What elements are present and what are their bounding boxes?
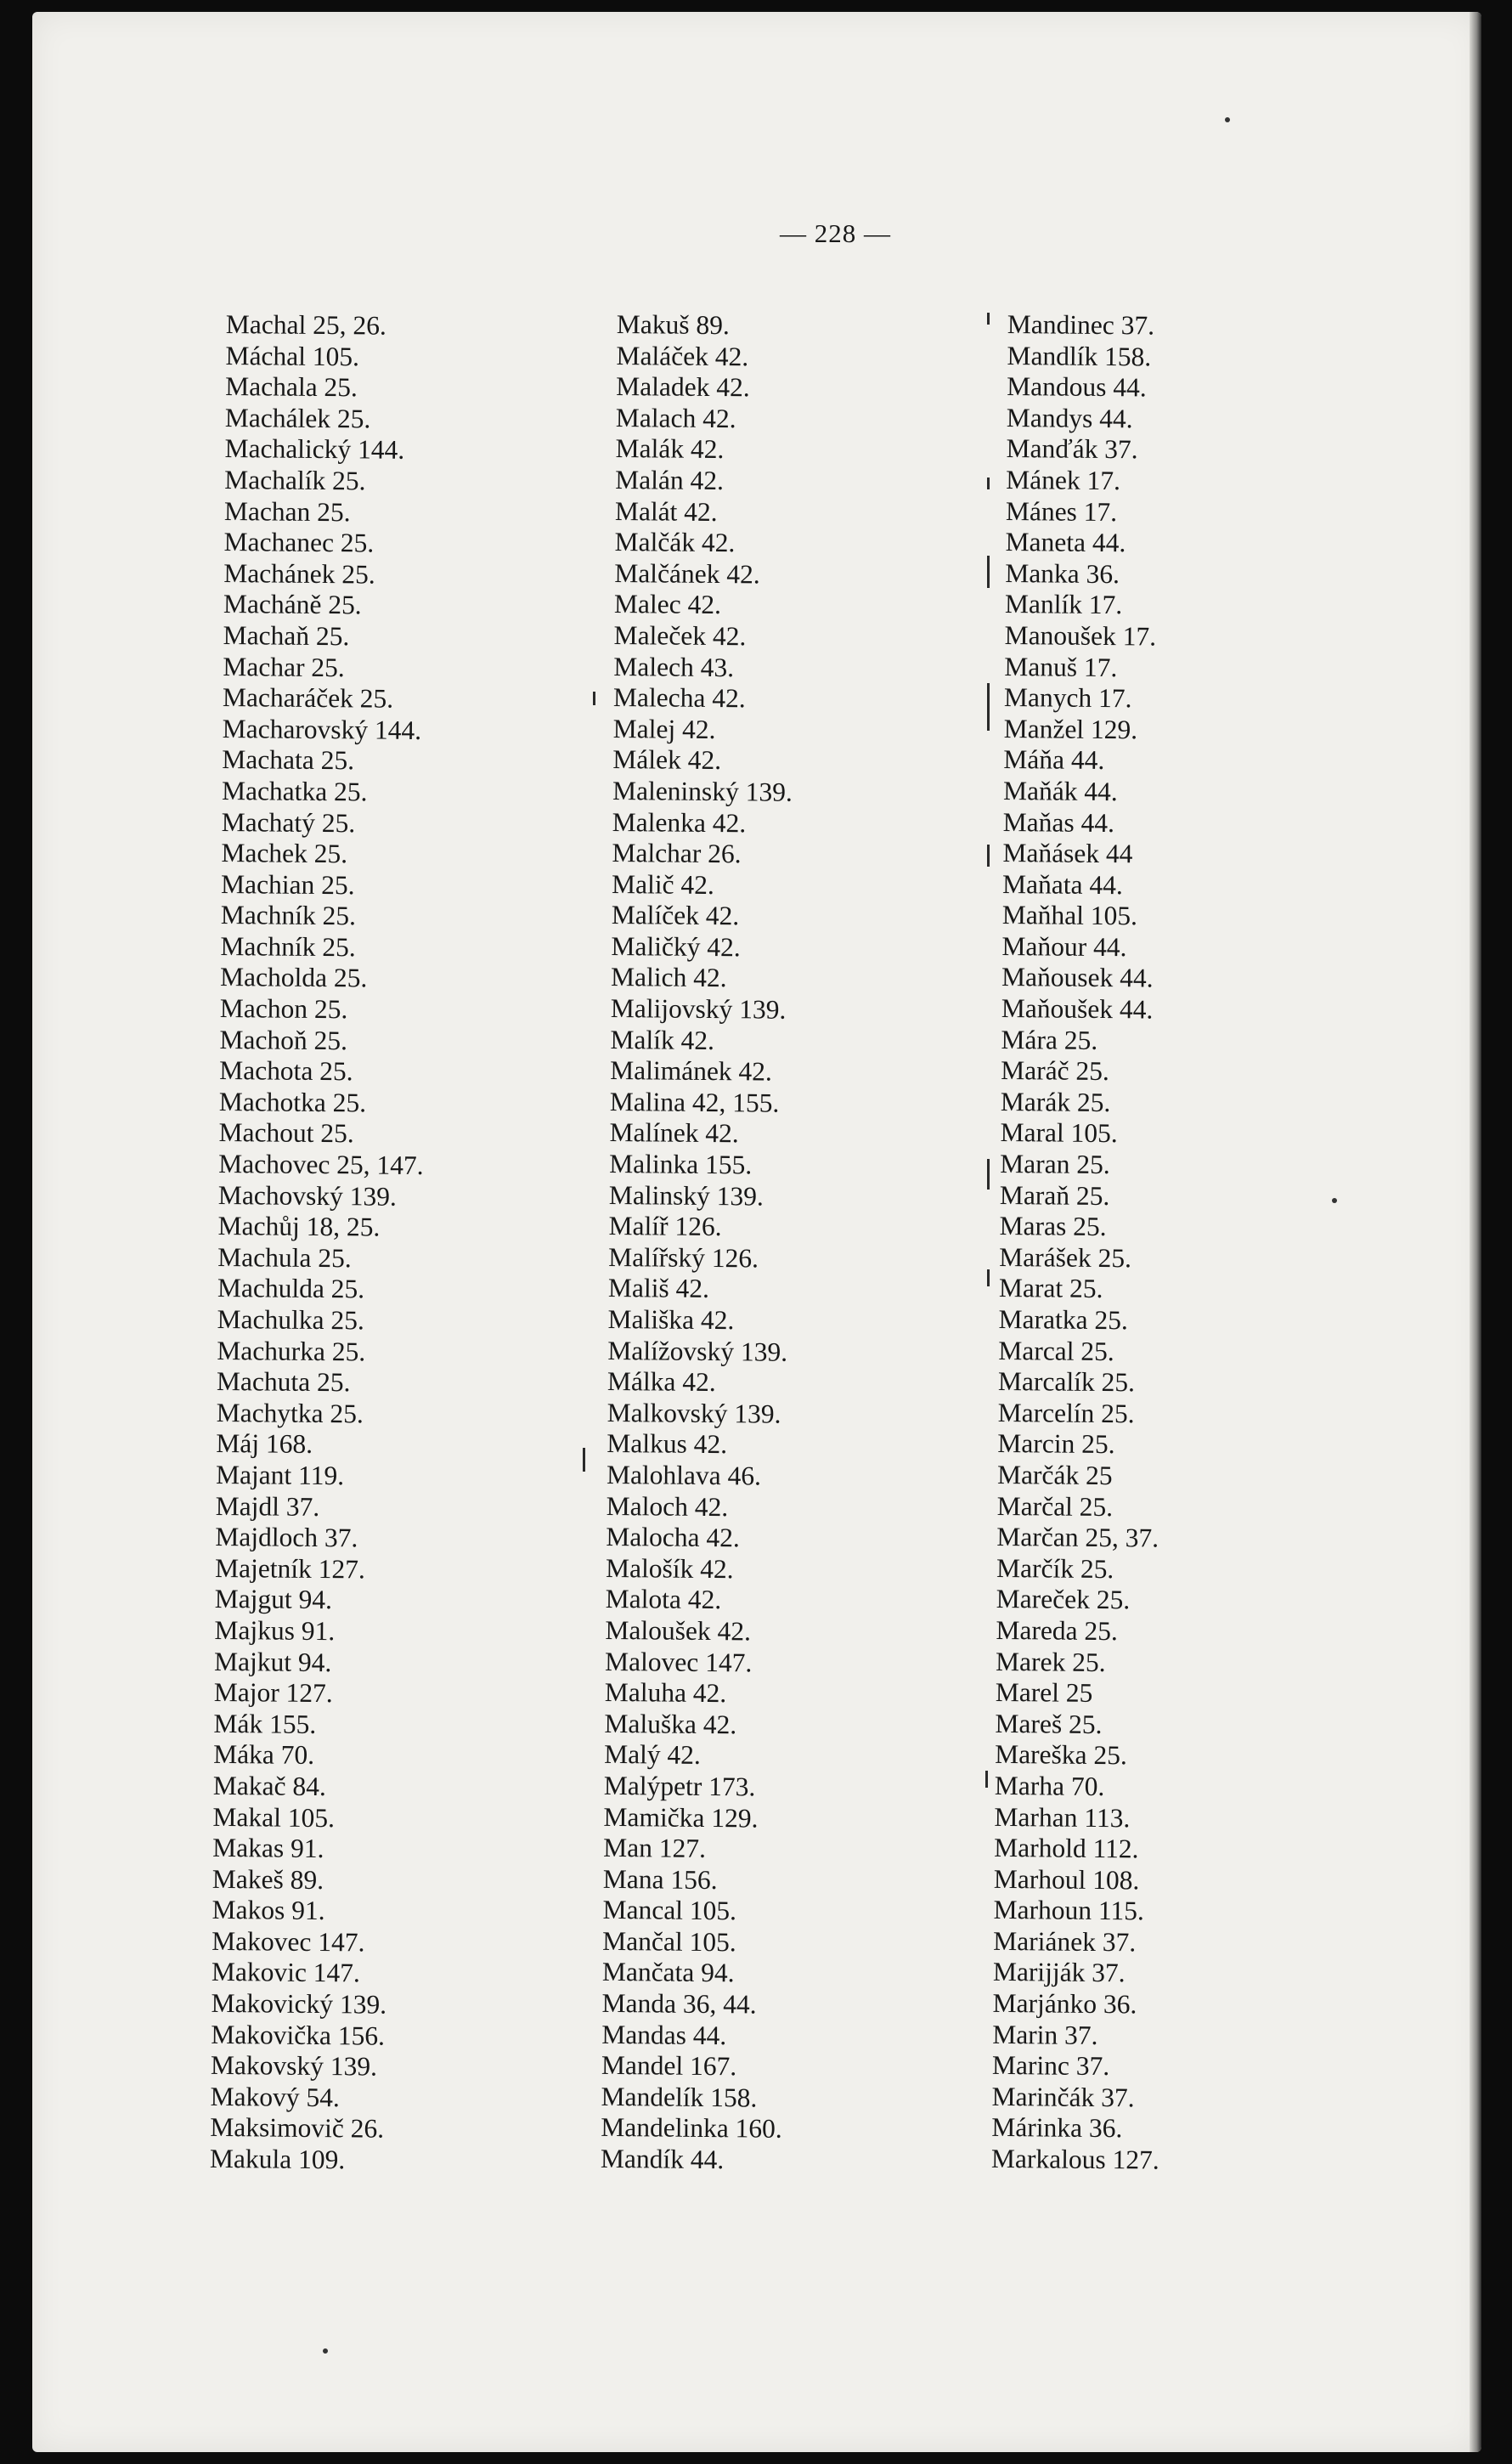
index-entry: Marin 37. <box>992 2019 1098 2050</box>
index-entry: Makos 91. <box>212 1895 325 1926</box>
index-entry: Mandinec 37. <box>1007 309 1155 341</box>
index-entry: Makač 84. <box>212 1770 326 1801</box>
print-mark <box>583 1448 585 1472</box>
index-entry: Maleček 42. <box>613 619 747 652</box>
index-entry: Makula 109. <box>209 2143 346 2175</box>
index-entry: Malčánek 42. <box>614 557 760 590</box>
index-entry: Machalický 144. <box>224 433 405 466</box>
index-entry: Major 127. <box>213 1677 333 1709</box>
index-entry: Machánek 25. <box>223 557 375 590</box>
print-mark <box>593 692 595 705</box>
index-entry: Mareček 25. <box>996 1584 1131 1615</box>
index-entry: Máňa 44. <box>1003 744 1105 776</box>
index-entry: Mandel 167. <box>601 2050 737 2082</box>
index-entry: Málka 42. <box>606 1366 716 1398</box>
index-entry: Malach 42. <box>615 402 736 434</box>
index-entry: Mana 156. <box>602 1863 718 1895</box>
index-entry: Maloušek 42. <box>605 1614 752 1647</box>
index-entry: Mánes 17. <box>1005 495 1118 527</box>
index-entry: Marat 25. <box>998 1273 1103 1304</box>
index-entry: Manžel 129. <box>1003 713 1138 745</box>
index-entry: Maráč 25. <box>1001 1055 1110 1087</box>
index-entry: Mamička 129. <box>603 1801 759 1834</box>
dust-speck <box>323 2348 328 2354</box>
index-entry: Machanec 25. <box>223 527 375 558</box>
index-entry: Maral 105. <box>1000 1117 1118 1149</box>
index-entry: Malížovský 139. <box>607 1335 788 1367</box>
index-entry: Machatý 25. <box>221 806 356 838</box>
index-entry: Malinský 139. <box>608 1179 764 1212</box>
index-entry: Machota 25. <box>219 1055 353 1087</box>
dust-speck <box>1225 117 1230 122</box>
index-entry: Machník 25. <box>220 930 356 963</box>
index-entry: Marcal 25. <box>998 1335 1114 1366</box>
index-entry: Malocha 42. <box>606 1522 741 1553</box>
index-entry: Marhold 112. <box>994 1833 1139 1864</box>
index-entry: Málek 42. <box>612 744 722 776</box>
index-entry: Makovic 147. <box>211 1957 361 1988</box>
index-entry: Malota 42. <box>605 1584 722 1615</box>
index-entry: Marinčák 37. <box>991 2081 1135 2113</box>
index-entry: Majkus 91. <box>214 1614 336 1647</box>
index-entry: Macharovský 144. <box>222 713 422 745</box>
index-entry: Malkovský 139. <box>606 1397 781 1429</box>
index-entry: Maloch 42. <box>606 1490 729 1522</box>
page-edge-shadow <box>1470 12 1481 2452</box>
index-entry: Mareška 25. <box>995 1739 1128 1771</box>
index-entry: Marhoul 108. <box>993 1863 1140 1896</box>
index-entry: Maňas 44. <box>1002 806 1115 838</box>
index-entry: Machar 25. <box>223 651 345 682</box>
index-entry: Maratka 25. <box>998 1303 1128 1336</box>
index-entry: Marčan 25, 37. <box>996 1522 1159 1553</box>
index-entry: Machaň 25. <box>223 619 350 652</box>
index-entry: Mandelinka 160. <box>601 2112 782 2145</box>
index-entry: Malimánek 42. <box>610 1055 773 1087</box>
index-entry: Macharáček 25. <box>222 682 394 714</box>
index-entry: Manuš 17. <box>1004 651 1118 682</box>
index-entry: Marhan 113. <box>994 1801 1131 1833</box>
index-entry: Makuš 89. <box>616 309 730 341</box>
index-entry: Máj 168. <box>216 1428 313 1460</box>
index-entry: Machurka 25. <box>217 1335 366 1367</box>
index-entry: Malijovský 139. <box>610 993 787 1025</box>
index-entry: Machal 25, 26. <box>225 309 386 341</box>
index-entry: Machalík 25. <box>224 464 366 496</box>
index-entry: Machon 25. <box>219 993 348 1025</box>
book-page <box>32 12 1481 2452</box>
print-mark <box>987 1269 990 1286</box>
index-entry: Malířský 126. <box>608 1241 759 1274</box>
index-entry: Maluha 42. <box>604 1677 727 1709</box>
index-entry: Marinc 37. <box>991 2050 1110 2082</box>
index-entry: Maluška 42. <box>604 1708 737 1740</box>
index-entry: Mára 25. <box>1001 1024 1098 1055</box>
index-entry: Marcin 25. <box>997 1428 1115 1460</box>
index-entry: Majant 119. <box>215 1459 345 1491</box>
index-entry: Marcelín 25. <box>997 1397 1135 1429</box>
index-entry: Mareš 25. <box>995 1708 1103 1739</box>
index-entry: Mandlík 158. <box>1007 340 1152 372</box>
index-entry: Machatka 25. <box>221 775 368 807</box>
index-entry: Manďák 37. <box>1006 433 1138 465</box>
index-entry: Mák 155. <box>213 1708 317 1739</box>
index-entry: Maňák 44. <box>1002 775 1118 807</box>
index-entry: Maran 25. <box>1000 1148 1110 1180</box>
index-entry: Maláček 42. <box>616 340 749 371</box>
name-column-3 <box>991 309 1176 2176</box>
print-mark <box>987 845 990 867</box>
dust-speck <box>1332 1198 1337 1203</box>
index-entry: Maňata 44. <box>1001 868 1123 900</box>
index-entry: Manych 17. <box>1003 682 1132 714</box>
index-entry: Machan 25. <box>223 495 351 527</box>
index-entry: Machout 25. <box>218 1117 354 1149</box>
index-entry: Markalous 127. <box>990 2143 1159 2175</box>
index-entry: Majetník 127. <box>214 1552 365 1585</box>
index-entry: Makovický 139. <box>211 1987 387 2020</box>
print-mark <box>987 313 990 325</box>
index-entry: Majgut 94. <box>214 1584 333 1615</box>
index-entry: Malec 42. <box>613 589 722 620</box>
index-entry: Malchar 26. <box>612 838 742 869</box>
index-entry: Mančata 94. <box>601 1957 735 1988</box>
index-entry: Malínek 42. <box>609 1117 739 1149</box>
index-entry: Marijják 37. <box>992 1957 1126 1988</box>
index-entry: Maras 25. <box>999 1211 1107 1242</box>
index-entry: Majkut 94. <box>213 1646 332 1677</box>
index-entry: Malák 42. <box>615 433 725 465</box>
index-entry: Mánek 17. <box>1006 464 1121 496</box>
index-entry: Malich 42. <box>610 962 727 993</box>
index-entry: Marášek 25. <box>999 1241 1132 1274</box>
index-entry: Malíř 126. <box>608 1211 722 1242</box>
index-entry: Manka 36. <box>1005 557 1120 589</box>
index-entry: Machata 25. <box>222 744 355 776</box>
index-entry: Malecha 42. <box>612 682 746 714</box>
print-mark <box>985 1771 988 1788</box>
index-entry: Mališka 42. <box>607 1303 735 1336</box>
index-entry: Malič 42. <box>611 868 714 900</box>
index-entry: Machovec 25, 147. <box>218 1148 424 1181</box>
index-entry: Makový 54. <box>210 2081 341 2113</box>
name-column-2 <box>601 309 798 2176</box>
index-entry: Marčák 25 <box>996 1459 1113 1491</box>
index-entry: Mandys 44. <box>1006 402 1133 434</box>
index-entry: Machula 25. <box>217 1241 352 1274</box>
index-entry: Machotka 25. <box>218 1086 367 1118</box>
index-entry: Machoň 25. <box>219 1024 348 1055</box>
index-entry: Machulda 25. <box>217 1273 365 1304</box>
index-entry: Mančal 105. <box>602 1925 736 1958</box>
index-entry: Makeš 89. <box>212 1863 324 1895</box>
index-entry: Mareda 25. <box>996 1614 1119 1647</box>
index-entry: Malát 42. <box>614 495 718 527</box>
index-entry: Makas 91. <box>212 1833 324 1864</box>
index-entry: Máka 70. <box>213 1739 315 1771</box>
index-entry: Majdloch 37. <box>215 1522 358 1553</box>
index-entry: Machník 25. <box>220 900 357 931</box>
index-entry: Machálek 25. <box>224 402 371 434</box>
index-entry: Makovička 156. <box>211 2019 386 2051</box>
index-entry: Manoušek 17. <box>1004 619 1157 652</box>
index-entry: Maňour 44. <box>1001 930 1127 963</box>
index-entry: Malinka 155. <box>609 1148 753 1180</box>
index-entry: Machytka 25. <box>216 1397 364 1429</box>
index-entry: Marcalík 25. <box>997 1366 1136 1398</box>
index-entry: Machulka 25. <box>217 1303 364 1336</box>
index-entry: Machian 25. <box>220 868 355 901</box>
index-entry: Malán 42. <box>615 464 725 496</box>
index-entry: Malovec 147. <box>604 1646 753 1677</box>
index-entry: Mandelík 158. <box>601 2081 758 2113</box>
index-entry: Mariánek 37. <box>993 1925 1137 1958</box>
print-mark <box>987 1159 990 1190</box>
index-entry: Makal 105. <box>212 1801 336 1833</box>
index-entry: Máchal 105. <box>225 340 360 371</box>
index-entry: Maksimovič 26. <box>210 2112 385 2145</box>
print-mark <box>987 556 990 588</box>
index-entry: Malech 43. <box>613 651 735 682</box>
index-entry: Marčík 25. <box>996 1552 1114 1584</box>
index-entry: Maňhal 105. <box>1001 900 1138 931</box>
index-entry: Machůj 18, 25. <box>217 1211 381 1242</box>
index-entry: Marák 25. <box>1000 1086 1111 1117</box>
index-entry: Macholda 25. <box>219 962 368 993</box>
index-entry: Marel 25 <box>995 1677 1093 1709</box>
name-column-1 <box>210 309 432 2177</box>
index-entry: Malej 42. <box>612 713 716 744</box>
index-entry: Manda 36, 44. <box>601 1987 757 2020</box>
index-entry: Marčal 25. <box>996 1490 1114 1522</box>
index-entry: Machala 25. <box>225 371 358 403</box>
index-entry: Malošík 42. <box>605 1552 734 1585</box>
index-entry: Makovský 139. <box>210 2050 378 2082</box>
index-entry: Maladek 42. <box>616 371 750 403</box>
index-entry: Mandous 44. <box>1007 371 1147 403</box>
index-entry: Marha 70. <box>994 1770 1105 1801</box>
index-entry: Macháně 25. <box>223 589 362 620</box>
index-entry: Maňásek 44 <box>1002 838 1133 869</box>
index-entry: Márinka 36. <box>991 2112 1123 2144</box>
index-entry: Malkus 42. <box>606 1428 728 1460</box>
index-entry: Mandas 44. <box>601 2019 727 2050</box>
index-entry: Mališ 42. <box>607 1273 710 1304</box>
page-number: — 228 — <box>780 218 891 248</box>
index-entry: Machek 25. <box>221 838 348 869</box>
index-entry: Mancal 105. <box>602 1895 737 1926</box>
index-entry: Mandík 44. <box>600 2143 725 2175</box>
index-entry: Malina 42, 155. <box>609 1086 780 1118</box>
index-entry: Malýpetr 173. <box>603 1770 756 1802</box>
index-entry: Malčák 42. <box>614 527 736 558</box>
index-entry: Maraň 25. <box>999 1179 1110 1211</box>
index-entry: Man 127. <box>603 1833 707 1864</box>
index-entry: Malenka 42. <box>612 806 747 838</box>
index-entry: Malý 42. <box>604 1739 702 1771</box>
index-entry: Malík 42. <box>610 1024 715 1055</box>
index-entry: Malíček 42. <box>611 900 740 931</box>
index-entry: Malohlava 46. <box>606 1459 762 1491</box>
index-entry: Maňousek 44. <box>1001 962 1154 993</box>
print-mark <box>987 478 990 489</box>
index-entry: Marek 25. <box>995 1646 1106 1677</box>
index-entry: Manlík 17. <box>1004 589 1123 620</box>
index-entry: Marjánko 36. <box>992 1987 1137 2020</box>
index-entry: Machuta 25. <box>216 1366 351 1398</box>
index-entry: Marhoun 115. <box>993 1895 1145 1926</box>
index-entry: Maňoušek 44. <box>1001 993 1154 1025</box>
print-mark <box>987 683 990 731</box>
index-entry: Maličký 42. <box>611 930 741 963</box>
index-entry: Maleninský 139. <box>612 775 793 807</box>
index-entry: Makovec 147. <box>212 1925 365 1958</box>
index-entry: Maneta 44. <box>1005 527 1126 558</box>
index-entry: Majdl 37. <box>215 1490 320 1522</box>
index-entry: Machovský 139. <box>217 1179 398 1212</box>
